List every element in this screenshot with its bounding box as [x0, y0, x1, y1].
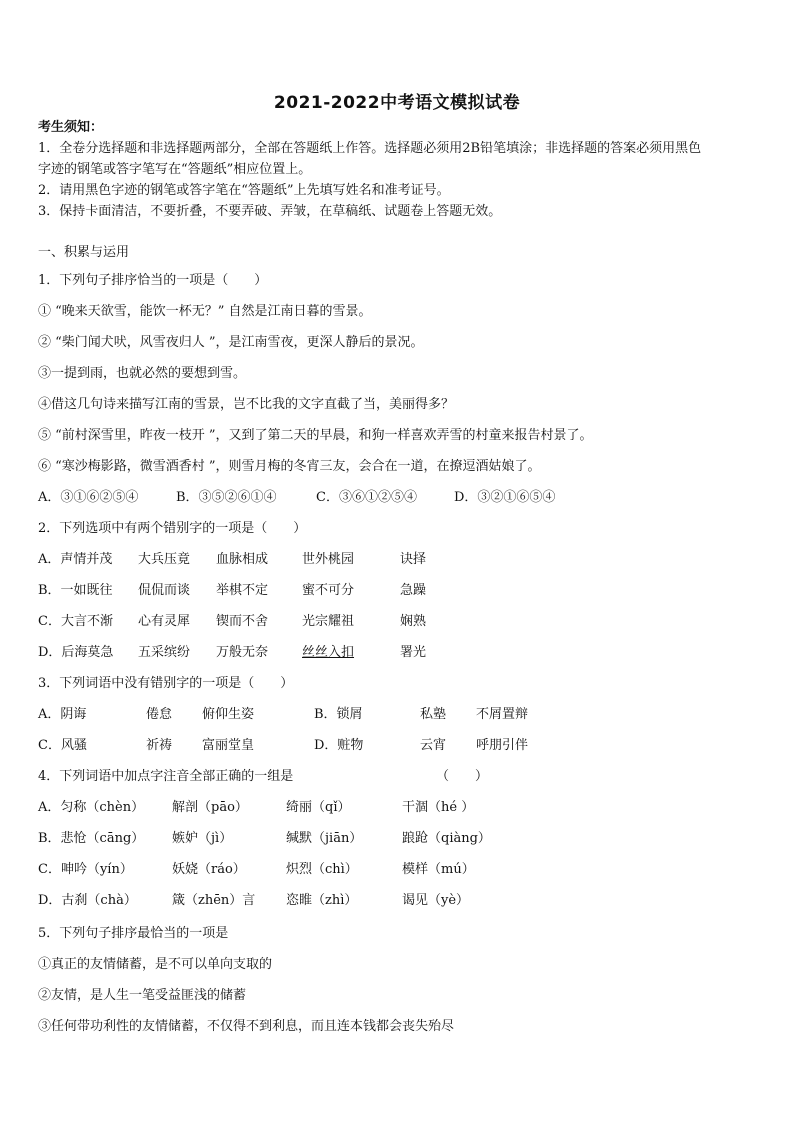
q2-cell: 血脉相成 — [216, 552, 269, 567]
q1-sentence: ⑤ “前村深雪里，昨夜一枝开 ”，又到了第二天的早晨，和狗一样喜欢弄雪的村童来报告村景了。 — [38, 428, 593, 443]
q3-row-cd — [38, 737, 528, 755]
q2-option-a[interactable] — [38, 551, 426, 569]
q4-cell: D．古刹（chà） — [38, 893, 137, 908]
q4-cell: 模样（mú） — [402, 862, 475, 877]
q4-cell: 嫉妒（jì） — [172, 831, 233, 846]
q4-stem-row — [38, 768, 488, 786]
notice-heading: 考生须知： — [38, 120, 104, 135]
q2-cell: A．声情并茂 — [38, 552, 113, 567]
q5-sentence: ①真正的友情储蓄，是不可以单向支取的 — [38, 957, 273, 972]
q2-cell: 世外桃园 — [302, 552, 355, 567]
q4-cell: 箴（zhēn）言 — [172, 893, 256, 908]
q2-cell: 锲而不舍 — [216, 614, 269, 629]
q2-cell: 光宗耀祖 — [302, 614, 355, 629]
q5-stem: 5．下列句子排序最恰当的一项是 — [38, 926, 229, 941]
page-title: 2021-2022中考语文模拟试卷 — [273, 93, 521, 113]
section-heading: 一、积累与运用 — [38, 245, 130, 260]
q2-option-c[interactable] — [38, 613, 426, 631]
q3-option-d[interactable]: D．赃物 — [314, 738, 364, 753]
q4-cell: 踉跄（qiàng） — [402, 831, 491, 846]
q2-cell: 五采缤纷 — [138, 645, 191, 660]
q4-stem: 4．下列词语中加点字注音全部正确的一组是 — [38, 769, 294, 784]
q2-cell: 万般无奈 — [216, 645, 269, 660]
q4-cell: 炽烈（chì） — [286, 862, 358, 877]
q2-cell: 诀择 — [400, 552, 427, 567]
q1-option-b[interactable]: B．③⑤②⑥①④ — [176, 490, 277, 505]
q3-option-b[interactable]: B．锁屑 — [314, 707, 363, 722]
q4-cell: 绮丽（qǐ） — [286, 800, 351, 815]
q3-cell: 倦怠 — [146, 707, 173, 722]
notice-line-2: 2．请用黑色字迹的钢笔或答字笔在“答题纸”上先填写姓名和准考证号。 — [38, 183, 450, 198]
q1-option-c[interactable]: C．③⑥①②⑤④ — [316, 490, 417, 505]
q1-stem: 1．下列句子排序恰当的一项是（ ） — [38, 273, 268, 288]
q2-cell: 心有灵犀 — [138, 614, 191, 629]
q3-cell: 私塾 — [420, 707, 447, 722]
q3-row-ab — [38, 706, 528, 724]
q1-sentence: ② “柴门闻犬吠，风雪夜归人 ”，是江南雪夜，更深人静后的景况。 — [38, 335, 424, 350]
q2-cell — [302, 644, 400, 662]
q1-sentence: ③一提到雨，也就必然的要想到雪。 — [38, 366, 247, 381]
q5-sentence: ③任何带功利性的友情储蓄，不仅得不到利息，而且连本钱都会丧失殆尽 — [38, 1019, 455, 1034]
q4-cell: 缄默（jiān） — [286, 831, 363, 846]
q3-cell: 云宵 — [420, 738, 447, 753]
q4-cell: C．呻吟（yín） — [38, 862, 133, 877]
q2-cell: 娴熟 — [400, 614, 427, 629]
q3-cell: 呼朋引伴 — [476, 738, 529, 753]
q4-cell: 谒见（yè） — [402, 893, 470, 908]
q1-option-a[interactable]: A．③①⑥②⑤④ — [38, 490, 139, 505]
q3-cell: 祈祷 — [146, 738, 173, 753]
q4-cell: 妖娆（ráo） — [172, 862, 246, 877]
notice-line-3: 3．保持卡面清洁，不要折叠，不要弄破、弄皱，在草稿纸、试题卷上答题无效。 — [38, 204, 502, 219]
q4-cell: 解剖（pāo） — [172, 800, 248, 815]
q4-option-d[interactable] — [38, 892, 469, 910]
q5-sentence: ②友情，是人生一笔受益匪浅的储蓄 — [38, 988, 247, 1003]
q2-cell: 举棋不定 — [216, 583, 269, 598]
q2-cell: 急躁 — [400, 583, 427, 598]
q3-option-a[interactable]: A．阴诲 — [38, 707, 87, 722]
q3-cell: 俯仰生姿 — [202, 707, 255, 722]
q1-option-d[interactable]: D．③②①⑥⑤④ — [454, 490, 556, 505]
q3-option-c[interactable]: C．风骚 — [38, 738, 87, 753]
q4-cell: B．悲怆（cāng） — [38, 831, 145, 846]
underlined-term: 丝丝入扣 — [302, 645, 355, 660]
q2-cell: D．后海莫急 — [38, 645, 114, 660]
q2-cell: B．一如既往 — [38, 583, 113, 598]
q2-stem: 2．下列选项中有两个错别字的一项是（ ） — [38, 521, 307, 536]
q4-option-b[interactable] — [38, 830, 491, 848]
q2-option-d[interactable] — [38, 644, 426, 662]
q1-options — [38, 489, 555, 507]
q4-option-a[interactable] — [38, 799, 474, 817]
q4-answer-paren: （ ） — [436, 769, 489, 784]
q2-cell: 侃侃而谈 — [138, 583, 191, 598]
q2-option-b[interactable] — [38, 582, 426, 600]
q1-sentence: ④借这几句诗来描写江南的雪景，岂不比我的文字直截了当，美丽得多？ — [38, 397, 455, 412]
notice-line-1b: 字迹的钢笔或答字笔写在“答题纸”相应位置上。 — [38, 162, 312, 177]
q3-cell: 富丽堂皇 — [202, 738, 255, 753]
q1-sentence: ⑥ “寒沙梅影路，微雪酒香村 ”，则雪月梅的冬宵三友，会合在一道，在撩逗酒姑娘了。 — [38, 459, 541, 474]
q2-cell: 蜜不可分 — [302, 583, 355, 598]
q4-cell: 干涸（hé ） — [402, 800, 475, 815]
q1-sentence: ① “晚来天欲雪，能饮一杯无？” 自然是江南日暮的雪景。 — [38, 304, 372, 319]
q4-cell: 恣睢（zhì） — [286, 893, 358, 908]
q2-cell: C．大言不渐 — [38, 614, 113, 629]
q3-cell: 不屑置辩 — [476, 707, 529, 722]
q4-option-c[interactable] — [38, 861, 475, 879]
q3-stem: 3．下列词语中没有错别字的一项是（ ） — [38, 676, 294, 691]
notice-line-1a: 1．全卷分选择题和非选择题两部分，全部在答题纸上作答。选择题必须用2B铅笔填涂；非选择题的答案必须用黑色 — [38, 141, 702, 156]
q4-cell: A．匀称（chèn） — [38, 800, 145, 815]
q2-cell: 大兵压竟 — [138, 552, 191, 567]
q2-cell: 署光 — [400, 645, 427, 660]
